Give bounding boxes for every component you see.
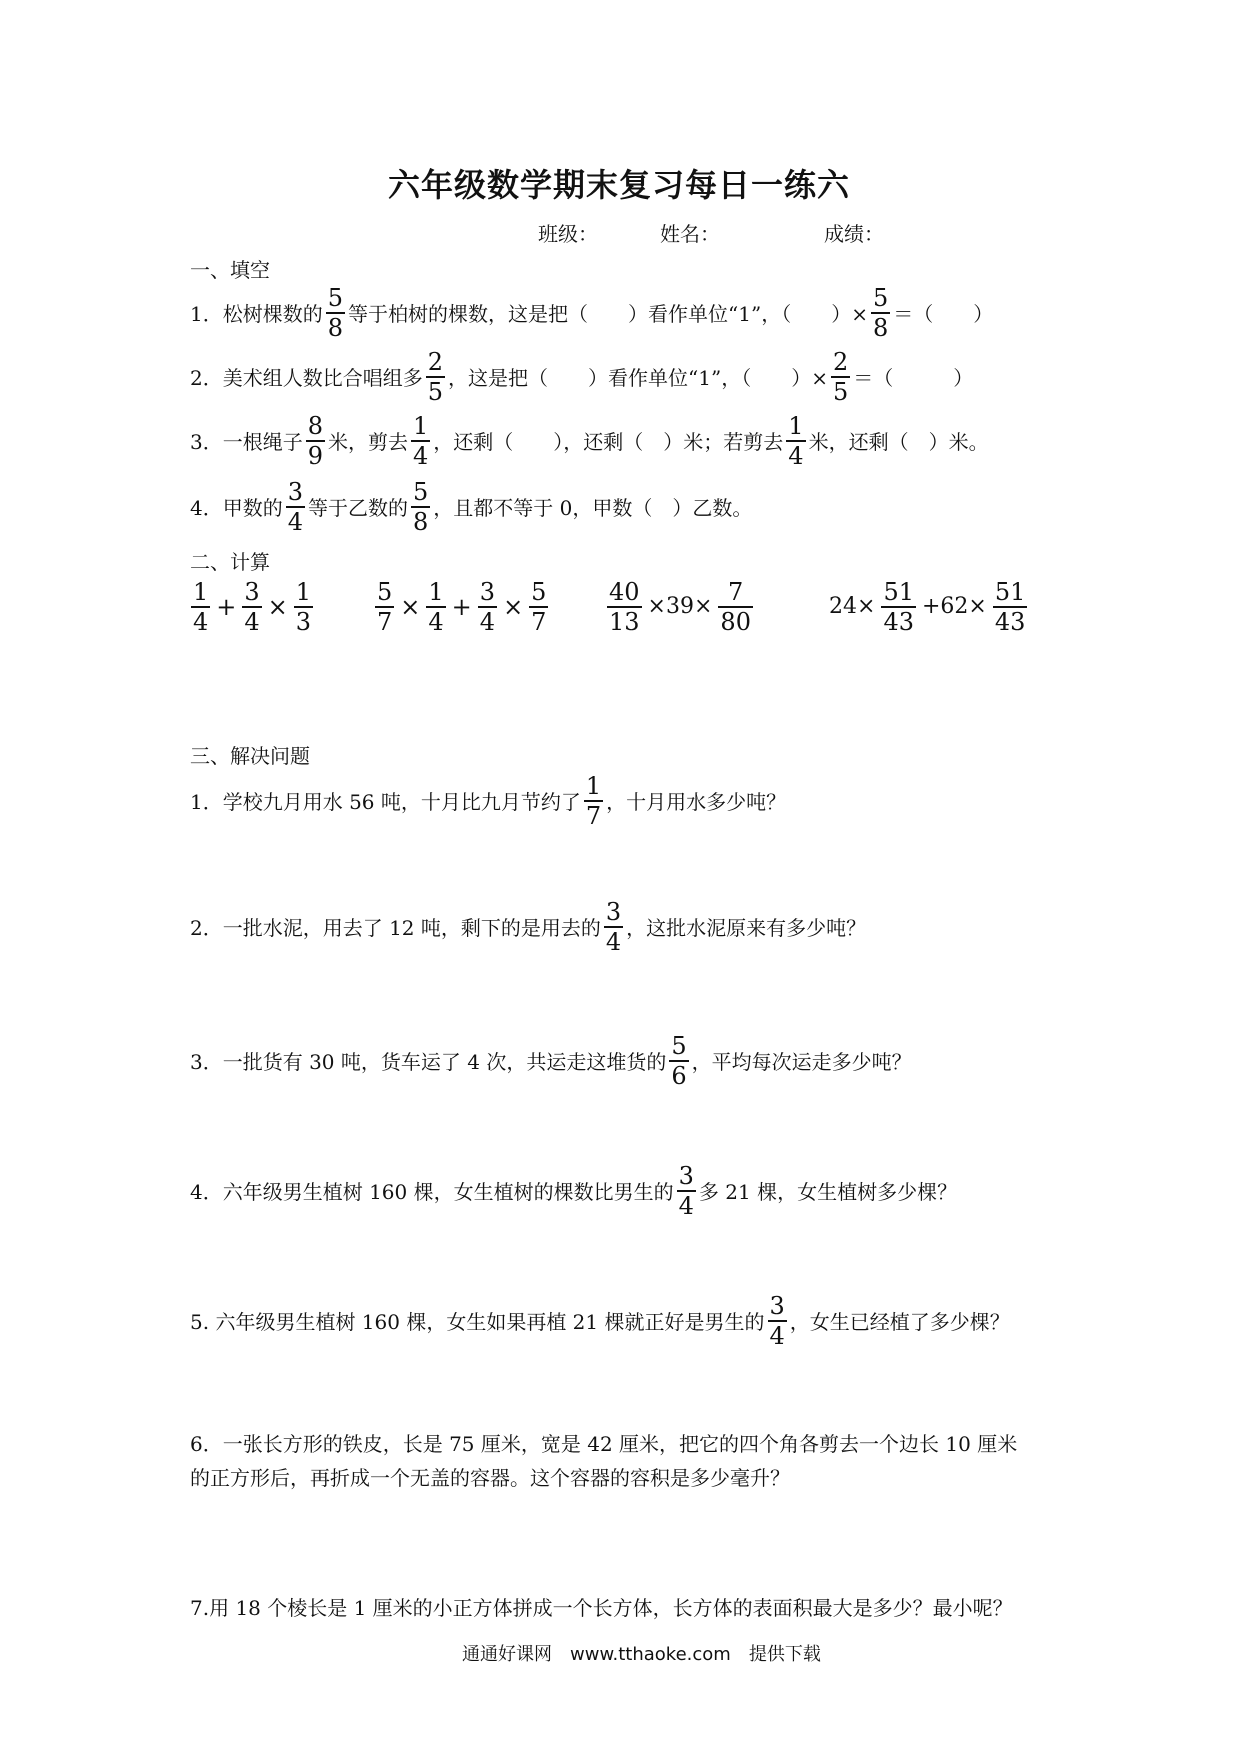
fraction: $\frac{1}{4}$ (788, 412, 804, 470)
fraction: $\frac{51}{43}$ (994, 578, 1026, 636)
operator-term: 24× (829, 594, 876, 620)
text: 3．一根绳子 (190, 430, 303, 455)
operator: × (503, 592, 524, 621)
solve-question-4 (190, 1164, 957, 1218)
text: 5. 六年级男生植树 160 棵，女生如果再植 21 棵就正好是男生的 (190, 1310, 765, 1335)
text: ，还剩（ ），还剩（ ）米；若剪去 (433, 430, 784, 455)
solve-question-1 (190, 774, 786, 828)
fraction: $\frac{3}{4}$ (769, 1292, 785, 1350)
fraction: $\frac{8}{9}$ (307, 412, 324, 470)
text: 等于乙数的 (308, 496, 409, 521)
text: ，平均每次运走多少吨？ (691, 1050, 912, 1075)
fraction: $\frac{3}{4}$ (287, 478, 304, 536)
text: 4．甲数的 (190, 496, 283, 521)
text: 1．松树棵数的 (190, 302, 323, 327)
fraction: $\frac{51}{43}$ (883, 578, 914, 636)
fill-question-1 (190, 286, 993, 340)
section-solve-heading: 三、解决问题 (190, 744, 310, 768)
fraction: $\frac{3}{4}$ (605, 898, 622, 956)
operator: × (267, 592, 288, 621)
fill-question-3 (190, 414, 989, 468)
text: ＝（ ） (853, 366, 974, 391)
fraction: $\frac{40}{13}$ (609, 578, 640, 636)
fraction: $\frac{5}{8}$ (327, 284, 344, 342)
fill-question-2 (190, 350, 973, 404)
calc-expression-1 (188, 580, 316, 634)
fraction: $\frac{1}{7}$ (585, 772, 602, 830)
solve-question-7: 7.用 18 个棱长是 1 厘米的小正方体拼成一个长方体，长方体的表面积最大是多少？最小呢？ (190, 1596, 1013, 1620)
fraction: $\frac{5}{6}$ (671, 1032, 687, 1090)
operator: + (451, 592, 472, 621)
solve-question-5 (190, 1294, 1010, 1348)
fill-question-4 (190, 480, 752, 534)
text: ，且都不等于 0，甲数（ ）乙数。 (433, 496, 753, 521)
solve-question-3 (190, 1034, 912, 1088)
text: 2．美术组人数比合唱组多 (190, 366, 423, 391)
fraction: $\frac{1}{4}$ (413, 412, 429, 470)
operator-term: ×39× (647, 594, 713, 620)
text: 等于柏树的棵数，这是把（ ）看作单位“1”，（ ）× (348, 302, 868, 327)
fraction: $\frac{5}{8}$ (413, 478, 429, 536)
text: 多 21 棵，女生植树多少棵？ (698, 1180, 958, 1205)
calc-expression-3 (604, 580, 756, 634)
fraction: $\frac{2}{5}$ (832, 348, 849, 406)
fraction: $\frac{3}{4}$ (244, 578, 260, 636)
operator: + (216, 592, 237, 621)
text: ，女生已经植了多少棵？ (789, 1310, 1010, 1335)
fraction: $\frac{7}{80}$ (720, 578, 751, 636)
section-calc-heading: 二、计算 (190, 550, 270, 574)
fraction: $\frac{1}{4}$ (428, 578, 444, 636)
calc-expression-4 (826, 580, 1030, 634)
fraction: $\frac{3}{4}$ (479, 578, 496, 636)
text: ，这批水泥原来有多少吨？ (626, 916, 867, 941)
name-label: 姓名： (660, 222, 720, 246)
fraction: $\frac{1}{4}$ (193, 578, 209, 636)
text: 米，还剩（ ）米。 (808, 430, 989, 455)
fraction: $\frac{2}{5}$ (427, 348, 444, 406)
text: 2．一批水泥，用去了 12 吨，剩下的是用去的 (190, 916, 601, 941)
calc-expression-2 (372, 580, 551, 634)
footer-source: 通通好课网 www.tthaoke.com 提供下载 (462, 1644, 821, 1665)
text: 4．六年级男生植树 160 棵，女生植树的棵数比男生的 (190, 1180, 674, 1205)
solve-question-2 (190, 900, 866, 954)
operator: × (400, 592, 421, 621)
text: ＝（ ） (893, 302, 994, 327)
text: 1．学校九月用水 56 吨，十月比九月节约了 (190, 790, 581, 815)
operator-term: +62× (921, 594, 987, 620)
text: ，十月用水多少吨？ (606, 790, 787, 815)
page-title: 六年级数学期末复习每日一练六 (388, 166, 851, 204)
fraction: $\frac{5}{8}$ (872, 284, 889, 342)
section-fill-heading: 一、填空 (190, 258, 270, 282)
fraction: $\frac{5}{7}$ (377, 578, 393, 636)
fraction: $\frac{3}{4}$ (678, 1162, 694, 1220)
class-label: 班级： (538, 222, 598, 246)
text: ，这是把（ ）看作单位“1”，（ ）× (448, 366, 828, 391)
score-label: 成绩： (824, 222, 884, 246)
solve-question-6-line-1: 6．一张长方形的铁皮，长是 75 厘米，宽是 42 厘米，把它的四个角各剪去一个边长 10 厘米 (190, 1432, 1018, 1456)
text: 3．一批货有 30 吨，货车运了 4 次，共运走这堆货的 (190, 1050, 667, 1075)
fraction: $\frac{1}{3}$ (295, 578, 312, 636)
fraction: $\frac{5}{7}$ (531, 578, 547, 636)
text: 米，剪去 (328, 430, 409, 455)
solve-question-6-line-2: 的正方形后，再折成一个无盖的容器。这个容器的容积是多少毫升？ (190, 1466, 790, 1490)
